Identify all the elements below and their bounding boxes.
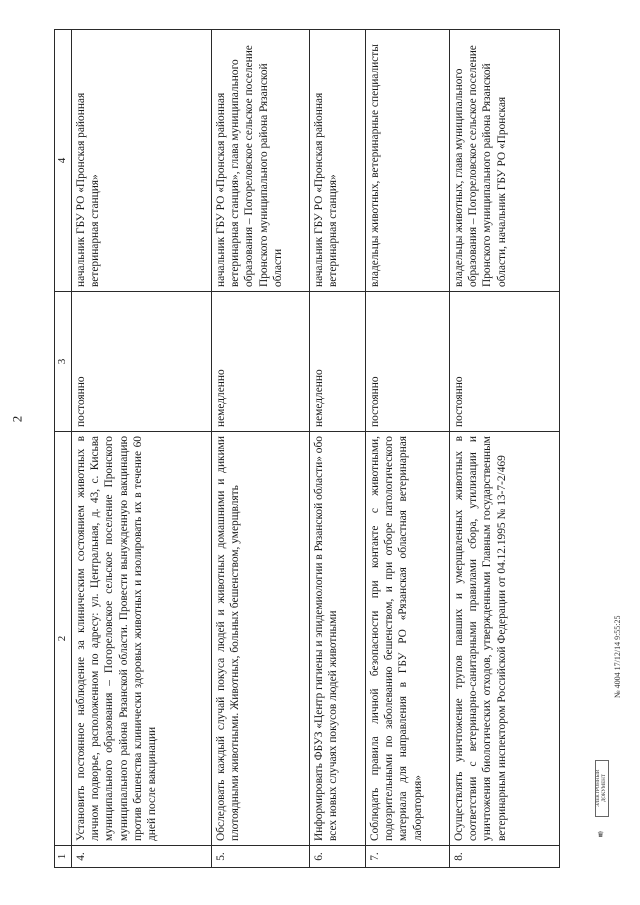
electronic-document-stamp: ЭЛЕКТРОННЫЙ ДОКУМЕНТ xyxy=(595,760,609,817)
row-number: 6. xyxy=(309,846,365,868)
term-cell: постоянно xyxy=(365,292,449,432)
header-cell: 1 xyxy=(55,846,72,868)
term-cell: постоянно xyxy=(71,292,211,432)
header-row xyxy=(55,30,72,868)
responsible-cell: начальник ГБУ РО «Пронская районная ветеринарная станция», глава муниципального образования – Погореловское сельское поселение Пронского муниципального района Рязанской области xyxy=(211,30,309,292)
table-row xyxy=(309,30,365,868)
table-row xyxy=(449,30,559,868)
term-cell: постоянно xyxy=(449,292,559,432)
row-number: 7. xyxy=(365,846,449,868)
document-body xyxy=(54,30,579,868)
row-number: 5. xyxy=(211,846,309,868)
header-cell: 3 xyxy=(55,292,72,432)
measure-text: Информировать ФБУЗ «Центр гигиены и эпидемиологии в Рязанской области» обо всех новых случаях покусов людей животными xyxy=(309,432,365,846)
measure-text: Обследовать каждый случай покуса людей и животных домашними и дикими плотоядными животными. Животных, больных бешенством, умерщвлять xyxy=(211,432,309,846)
header-cell: 4 xyxy=(55,30,72,292)
table-row xyxy=(71,30,211,868)
responsible-cell: владельцы животных, глава муниципального образования – Погореловское сельское поселение Пронского муниципального района Рязанской области, начальник ГБУ РО «Пронская xyxy=(449,30,559,292)
row-number: 8. xyxy=(449,846,559,868)
responsible-cell: начальник ГБУ РО «Пронская районная ветеринарная станция» xyxy=(71,30,211,292)
header-cell: 2 xyxy=(55,432,72,846)
row-number: 4. xyxy=(71,846,211,868)
table-row xyxy=(365,30,449,868)
measure-text: Соблюдать правила личной безопасности при контакте с животными, подозрительными по заболеванию бешенством, и при отборе патологического материала для направления в ГБУ РО «Рязанская областная ветеринарная лаборатория» xyxy=(365,432,449,846)
responsible-cell: начальник ГБУ РО «Пронская районная ветеринарная станция» xyxy=(309,30,365,292)
measures-table xyxy=(54,29,560,868)
term-cell: немедленно xyxy=(309,292,365,432)
responsible-cell: владельцы животных, ветеринарные специалисты xyxy=(365,30,449,292)
measure-text: Осуществлять уничтожение трупов павших и умерщвленных животных в соответствии с ветеринарно-санитарными правилами сбора, утилизации и уничтожения биологических отходов, утвержденными Главным государственным ветеринарным инспектором Российской Федерации от 04.12.1995 № 13-7-2/469 xyxy=(449,432,559,846)
measure-text: Установить постоянное наблюдение за клиническим состоянием животных в личном подворье, расположенном по адресу: ул. Центральная, д. 43, с. Кисьва муниципального образования – Погореловское сельское поселение Пронского муниципального района Рязанской области. Провести вынужденную вакцинацию против бешенства клинически здоровых животных и изолировать их в течение 60 дней после вакцинации xyxy=(71,432,211,846)
term-cell: немедленно xyxy=(211,292,309,432)
page-number: 2 xyxy=(9,415,25,423)
table-row xyxy=(211,30,309,868)
emblem-icon: ♛ xyxy=(597,830,605,839)
registration-mark: № 4004 17/12/14 9:55:25 xyxy=(613,615,622,698)
